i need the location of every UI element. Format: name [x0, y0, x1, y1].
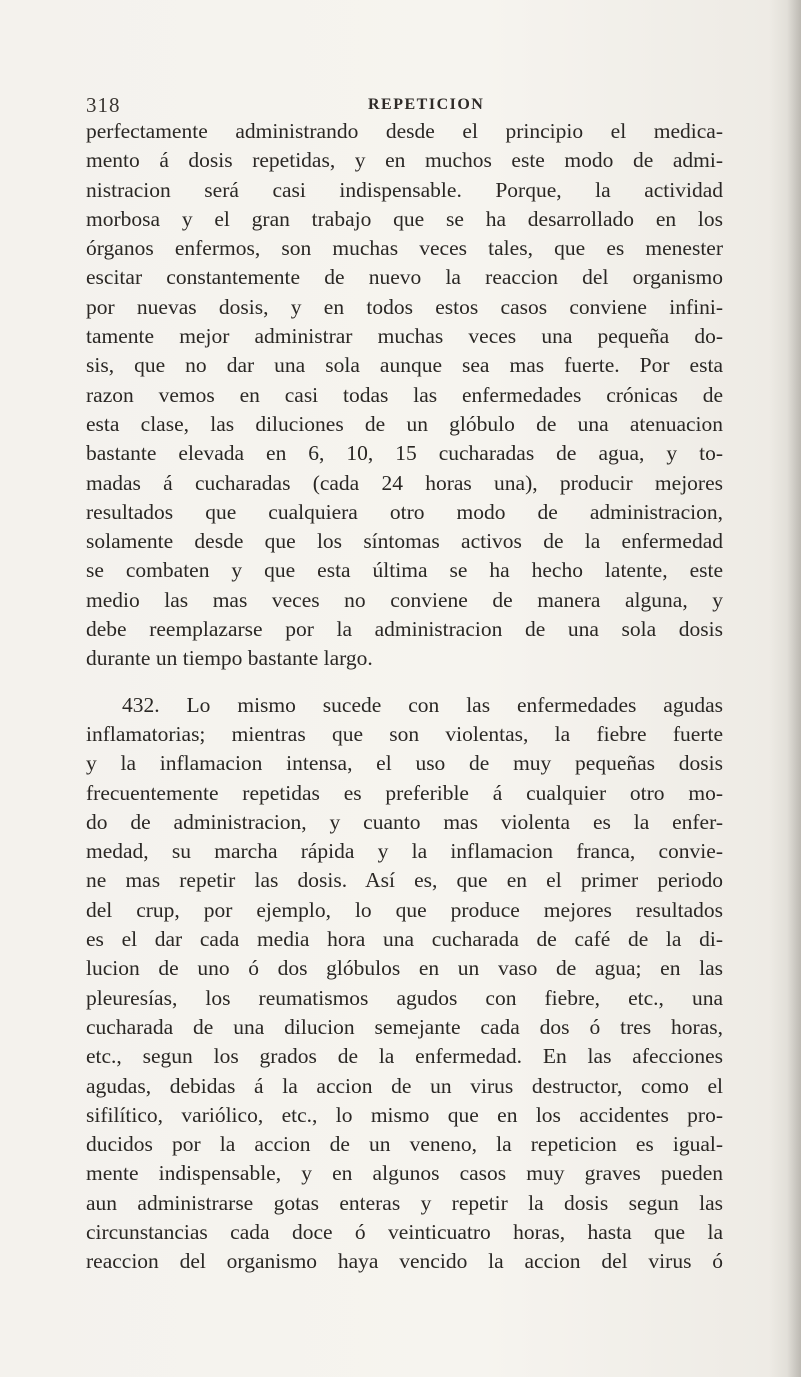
- text-line: resultados que cualquiera otro modo de administracion,: [86, 499, 723, 524]
- text-line: razon vemos en casi todas las enfermedades crónicas de: [86, 382, 723, 407]
- text-line: 432. Lo mismo sucede con las enfermedades agudas: [122, 692, 723, 717]
- text-line: frecuentemente repetidas es preferible á cualquier otro mo-: [86, 780, 723, 805]
- text-line: del crup, por ejemplo, lo que produce mejores resultados: [86, 897, 723, 922]
- text-line: lucion de uno ó dos glóbulos en un vaso de agua; en las: [86, 956, 723, 981]
- text-line: solamente desde que los síntomas activos de la enfermedad: [86, 529, 723, 554]
- paragraph-2: [86, 691, 723, 1277]
- text-line: órganos enfermos, son muchas veces tales, que es menester: [86, 236, 723, 261]
- text-line: sis, que no dar una sola aunque sea mas fuerte. Por esta: [86, 353, 723, 378]
- text-line: sifilítico, variólico, etc., lo mismo que en los accidentes pro-: [86, 1102, 723, 1127]
- text-line: cucharada de una dilucion semejante cada dos ó tres horas,: [86, 1014, 723, 1039]
- text-line: medio las mas veces no conviene de manera alguna, y: [86, 587, 723, 612]
- text-line: por nuevas dosis, y en todos estos casos conviene infini-: [86, 294, 723, 319]
- paragraph-spacing: [86, 674, 723, 691]
- text-line: aun administrarse gotas enteras y repetir la dosis segun las: [86, 1190, 723, 1215]
- text-line: bastante elevada en 6, 10, 15 cucharadas de agua, y to-: [86, 441, 723, 466]
- text-line: se combaten y que esta última se ha hecho latente, este: [86, 558, 723, 583]
- text-line: escitar constantemente de nuevo la reaccion del organismo: [86, 265, 723, 290]
- text-line: morbosa y el gran trabajo que se ha desarrollado en los: [86, 206, 723, 231]
- page-number: 318: [86, 93, 121, 117]
- text-line: y la inflamacion intensa, el uso de muy pequeñas dosis: [86, 751, 723, 776]
- text-line: agudas, debidas á la accion de un virus destructor, como el: [86, 1073, 723, 1098]
- paragraph-1: [86, 117, 723, 674]
- text-line: perfectamente administrando desde el principio el medica-: [86, 119, 723, 143]
- text-line: reaccion del organismo haya vencido la accion del virus ó: [86, 1249, 723, 1274]
- running-title: REPETICION: [368, 96, 485, 113]
- text-line: durante un tiempo bastante largo.: [86, 646, 373, 671]
- text-line: tamente mejor administrar muchas veces una pequeña do-: [86, 324, 723, 349]
- text-line: es el dar cada media hora una cucharada de café de la di-: [86, 927, 723, 952]
- page-edge-shadow: [787, 0, 801, 1377]
- text-line: esta clase, las diluciones de un glóbulo de una atenuacion: [86, 411, 723, 436]
- text-line: do de administracion, y cuanto mas violenta es la enfer-: [86, 809, 723, 834]
- text-line: circunstancias cada doce ó veinticuatro horas, hasta que la: [86, 1219, 723, 1244]
- text-line: inflamatorias; mientras que son violentas, la fiebre fuerte: [86, 721, 723, 746]
- text-line: pleuresías, los reumatismos agudos con fiebre, etc., una: [86, 985, 723, 1010]
- text-line: nistracion será casi indispensable. Porque, la actividad: [86, 177, 723, 202]
- text-line: madas á cucharadas (cada 24 horas una), producir mejores: [86, 470, 723, 495]
- text-line: ne mas repetir las dosis. Así es, que en el primer periodo: [86, 868, 723, 893]
- text-line: mento á dosis repetidas, y en muchos este modo de admi-: [86, 148, 723, 173]
- text-line: debe reemplazarse por la administracion de una sola dosis: [86, 617, 723, 642]
- text-line: ducidos por la accion de un veneno, la repeticion es igual-: [86, 1132, 723, 1157]
- text-line: etc., segun los grados de la enfermedad. En las afecciones: [86, 1044, 723, 1069]
- text-line: medad, su marcha rápida y la inflamacion franca, convie-: [86, 839, 723, 864]
- body-text: [86, 117, 723, 1277]
- text-line: mente indispensable, y en algunos casos muy graves pueden: [86, 1161, 723, 1186]
